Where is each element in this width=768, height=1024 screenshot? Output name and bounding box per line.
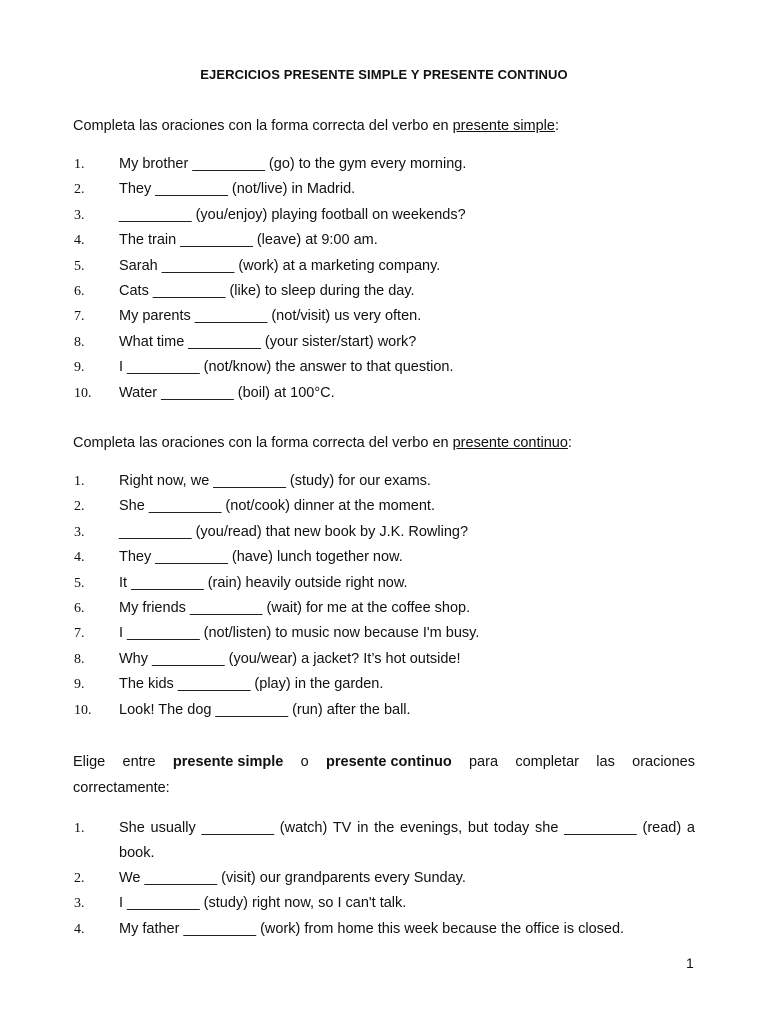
list-item [0, 152, 768, 177]
list-item [0, 596, 768, 621]
page-number: 1 [686, 955, 694, 971]
item-text: My parents _________ (not/visit) us very often. [119, 308, 422, 325]
item-text: The kids _________ (play) in the garden. [119, 676, 384, 693]
item-number: 1. [74, 821, 85, 836]
item-number: 3. [74, 896, 85, 912]
list-item [0, 672, 768, 697]
item-text: The train _________ (leave) at 9:00 am. [119, 232, 378, 249]
page-title: EJERCICIOS PRESENTE SIMPLE Y PRESENTE CONTINUO [200, 67, 568, 82]
instruction-word: o [300, 754, 309, 770]
section3-instruction-line2: correctamente: [73, 780, 170, 796]
item-text: Sarah _________ (work) at a marketing company. [119, 257, 441, 274]
section2-instruction-underlined: presente continuo [452, 435, 568, 451]
section2-instruction-suffix: : [567, 435, 572, 451]
item-number: 10. [74, 702, 92, 718]
list-item [0, 545, 768, 570]
list-item [0, 647, 768, 672]
item-number: 9. [74, 677, 85, 693]
item-text: They _________ (have) lunch together now. [119, 549, 403, 566]
list-item [0, 203, 768, 228]
item-number: 1. [74, 474, 85, 489]
list-item [0, 891, 768, 916]
item-text: I _________ (not/know) the answer to that question. [119, 359, 454, 376]
item-text: We _________ (visit) our grandparents every Sunday. [119, 870, 466, 886]
list-item [0, 621, 768, 646]
item-text: She _________ (not/cook) dinner at the moment. [119, 498, 435, 515]
item-number: 6. [74, 284, 85, 300]
item-text: _________ (you/enjoy) playing football on weekends? [119, 206, 466, 223]
list-item [0, 355, 768, 380]
item-text: They _________ (not/live) in Madrid. [119, 181, 356, 198]
item-number: 5. [74, 575, 85, 591]
item-number: 8. [74, 651, 85, 667]
item-number: 6. [74, 601, 85, 617]
item-number: 2. [74, 182, 85, 198]
section1-instruction-suffix: : [554, 118, 559, 134]
item-text: My father _________ (work) from home this week because the office is closed. [119, 920, 625, 937]
item-number: 10. [74, 385, 92, 401]
item-text: Look! The dog _________ (run) after the ball. [119, 701, 411, 718]
item-text: I _________ (study) right now, so I can't talk. [119, 895, 407, 912]
item-text: My friends _________ (wait) for me at the coffee shop. [119, 600, 471, 617]
instruction-bold-continuo: presente continuo [326, 754, 452, 770]
item-number: 2. [74, 499, 85, 515]
section1-instruction-text: Completa las oraciones con la forma correcta del verbo en [73, 118, 453, 134]
instruction-bold-simple: presente simple [172, 754, 284, 770]
item-number: 1. [74, 157, 85, 172]
section2-list [0, 469, 768, 723]
item-number: 2. [74, 871, 85, 886]
list-item [0, 917, 768, 942]
list-item [0, 866, 768, 891]
list-item [0, 254, 768, 279]
list-item [0, 816, 768, 866]
item-number: 3. [74, 524, 85, 540]
item-number: 5. [74, 258, 85, 274]
item-text: My brother _________ (go) to the gym every morning. [119, 156, 467, 172]
item-number: 7. [74, 626, 85, 642]
item-text: I _________ (not/listen) to music now because I'm busy. [119, 625, 480, 642]
section3-list [0, 816, 768, 942]
list-item [0, 304, 768, 329]
instruction-word: entre [122, 754, 156, 770]
section2-instruction [73, 430, 695, 456]
item-number: 3. [74, 207, 85, 223]
item-text: Why _________ (you/wear) a jacket? It’s hot outside! [119, 650, 461, 667]
item-text: Right now, we _________ (study) for our exams. [119, 473, 431, 489]
list-item [0, 330, 768, 355]
section1-list [0, 152, 768, 406]
item-text: Cats _________ (like) to sleep during the day. [119, 283, 415, 300]
list-item [0, 228, 768, 253]
list-item [0, 177, 768, 202]
instruction-word: las [596, 754, 615, 770]
list-item [0, 698, 768, 723]
item-number: 7. [74, 309, 85, 325]
item-number: 9. [74, 360, 85, 376]
list-item [0, 520, 768, 545]
section1-instruction [73, 113, 695, 139]
item-text: What time _________ (your sister/start) work? [119, 333, 417, 350]
item-number: 8. [74, 334, 85, 350]
item-text: She usually _________ (watch) TV in the evenings, but today she _________ (read) a book. [119, 820, 695, 861]
item-text: It _________ (rain) heavily outside right now. [119, 574, 408, 591]
section3-instruction-line1 [73, 749, 695, 775]
instruction-word: oraciones [632, 754, 695, 770]
instruction-word: completar [515, 754, 579, 770]
section1-instruction-underlined: presente simple [452, 118, 555, 134]
item-text: _________ (you/read) that new book by J.K. Rowling? [119, 523, 469, 540]
item-number: 4. [74, 921, 85, 937]
instruction-word: Elige [73, 754, 106, 770]
item-number: 4. [74, 233, 85, 249]
list-item [0, 279, 768, 304]
list-item [0, 494, 768, 519]
section2-instruction-text: Completa las oraciones con la forma correcta del verbo en [73, 435, 453, 451]
item-number: 4. [74, 550, 85, 566]
list-item [0, 571, 768, 596]
list-item [0, 381, 768, 406]
section3-instruction [73, 749, 695, 801]
list-item [0, 469, 768, 494]
item-text: Water _________ (boil) at 100°C. [119, 384, 335, 401]
instruction-word: para [468, 754, 499, 770]
